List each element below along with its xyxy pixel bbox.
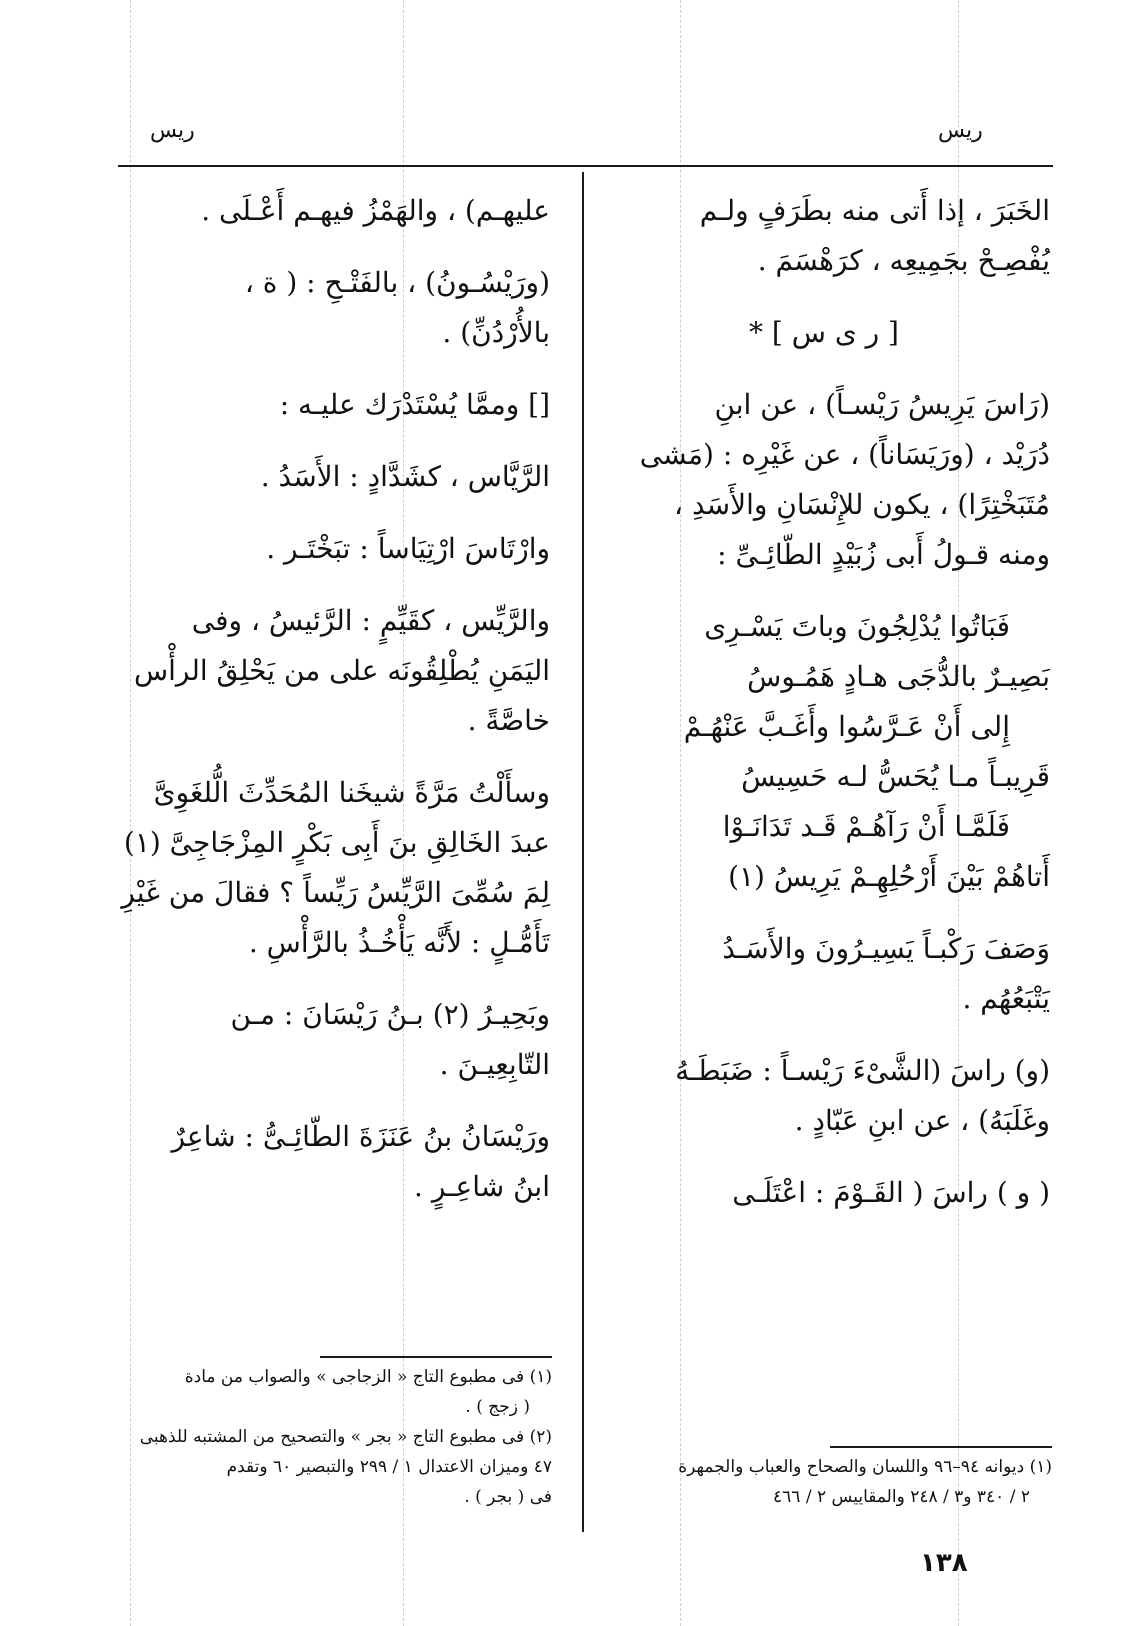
verse-line: أَتاهُمْ بَيْنَ أَرْحُلِهِـمْ يَرِيسُ (١)	[728, 860, 1050, 893]
paragraph	[598, 380, 1050, 580]
paragraph	[110, 524, 550, 574]
footnote-line: (١) ديوانه ٩٤–٩٦ واللسان والصحاح والعباب والجمهرة	[678, 1457, 1052, 1477]
footnote-line: فى ( بجر ) .	[464, 1487, 552, 1507]
text-line: الرَّيَّاس ، كشَدَّادٍ : الأَسَدُ .	[260, 460, 550, 493]
header-rule	[118, 165, 1053, 167]
verse-line: فَلَمَّـا أَنْ رَآهُـمْ قَـد تَدَانَـوْا	[722, 810, 1010, 843]
text-line: وبَحِيـرُ (٢) بـنُ رَيْسَانَ : مـن	[230, 998, 550, 1031]
text-line: ابنُ شاعِـرٍ .	[414, 1170, 550, 1203]
text-line: [] وممَّا يُسْتَدْرَك عليـه :	[279, 388, 550, 421]
text-line: ورَيْسَانُ بنُ عَنَزَةَ الطّائِـىُّ : شاعِرٌ	[171, 1120, 550, 1153]
text-line: اليَمَنِ يُطْلِقُونَه على من يَحْلِقُ الرأْس	[133, 654, 550, 687]
text-line: دُرَيْد ، (ورَيَسَاناً) ، عن غَيْرِه : (مَشى	[639, 438, 1050, 471]
running-header-left: ريس	[150, 118, 195, 143]
verse-line: إِلى أَنْ عَـرَّسُوا وأَغَـبَّ عَنْهُـمْ	[683, 710, 1010, 743]
text-line: بالأُرْدُنِّ) .	[442, 316, 550, 349]
text-line: (و) راسَ (الشَّىْءَ رَيْسـاً : ضَبَطَـهُ	[675, 1054, 1050, 1087]
text-line: الخَبَرَ ، إذا أَتى منه بطَرَفٍ ولـم	[699, 194, 1050, 227]
text-line: يَتْبَعُهُم .	[962, 982, 1050, 1015]
text-line: التّابِعِيـنَ .	[439, 1048, 550, 1081]
text-line: لِمَ سُمِّىَ الرَّيِّسُ رَيِّساً ؟ فقالَ من غَيْرِ	[121, 876, 550, 909]
footnote-line: ٢ / ٣٤٠ و٣ / ٢٤٨ والمقاييس ٢ / ٤٦٦	[773, 1487, 1030, 1507]
paragraph	[598, 1046, 1050, 1146]
paragraph	[598, 1168, 1050, 1218]
paragraph	[110, 258, 550, 358]
text-line: والرَّيِّس ، كقَيِّمٍ : الرَّئيسُ ، وفى	[191, 604, 550, 637]
text-line: عبدَ الخَالِقِ بنَ أَبِى بَكْرٍ المِزْجَاجِىَّ (١)	[123, 826, 550, 859]
page-number: ١٣٨	[920, 1548, 968, 1578]
poem	[598, 602, 1050, 902]
running-header-right: ريس	[938, 118, 983, 143]
paragraph	[110, 990, 550, 1090]
footnote-line: ٤٧ وميزان الاعتدال ١ / ٢٩٩ والتبصير ٦٠ وتقدم	[226, 1457, 552, 1477]
text-line: يُفْصِـحْ بجَمِيعِه ، كرَهْسَمَ .	[757, 244, 1050, 277]
text-line: (ورَيْسُـونُ) ، بالفَتْـحِ : ( ة ،	[244, 266, 550, 299]
column-divider	[582, 172, 584, 1532]
text-line: تَأَمُّـلٍ : لأَنَّه يَأْخُـذُ بالرَّأْسِ .	[248, 926, 550, 959]
footnote-rule	[830, 1446, 1052, 1448]
paragraph	[110, 596, 550, 746]
paragraph	[598, 186, 1050, 286]
paragraph	[598, 924, 1050, 1024]
text-line: ( و ) راسَ ( القَـوْمَ : اعْتَلَـى	[732, 1176, 1050, 1209]
paragraph	[110, 452, 550, 502]
paragraph	[110, 380, 550, 430]
footnote-line: (١) فى مطبوع التاج « الزجاجى » والصواب من مادة	[184, 1367, 552, 1387]
text-line: وارْتَاسَ ارْتِيَاساً : تبَخْتَـر .	[266, 532, 550, 565]
verse-line: بَصِيـرٌ بالدُّجَى هـادٍ هَمُـوسُ	[747, 660, 1050, 693]
paragraph	[110, 186, 550, 236]
text-line: ومنه قـولُ أَبى زُبَيْدٍ الطّائِـىِّ :	[717, 538, 1050, 571]
entry-heading: [ ر ى س ] *	[749, 316, 899, 349]
verse-line: قَرِيبـاً مـا يُحَسُّ لـه حَسِيسُ	[741, 760, 1050, 793]
footnotes-left	[110, 1362, 552, 1512]
text-line: وَصَفَ رَكْبـاً يَسِيـرُونَ والأَسَـدُ	[722, 932, 1050, 965]
text-line: (رَاسَ يَرِيسُ رَيْسـاً) ، عن ابنِ	[714, 388, 1050, 421]
footnote-rule	[320, 1356, 552, 1358]
footnote-line: (٢) فى مطبوع التاج « بجر » والتصحيح من المشتبه للذهبى	[139, 1427, 552, 1447]
footnotes-right	[600, 1452, 1052, 1512]
text-line: وغَلَبَهُ) ، عن ابنِ عَبّادٍ .	[794, 1104, 1050, 1137]
text-line: مُتَبَخْتِرًا) ، يكون للإِنْسَانِ والأَسَدِ ،	[674, 488, 1050, 521]
footnote-line: ( زجج ) .	[465, 1397, 530, 1417]
right-column	[598, 186, 1050, 1240]
text-line: خاصَّةً .	[467, 704, 550, 737]
text-line: وسأَلْتُ مَرَّةً شيخَنا المُحَدِّثَ الُّلغَوِىَّ	[153, 776, 550, 809]
paragraph	[110, 768, 550, 968]
verse-line: فَبَاتُوا يُدْلِجُونَ وباتَ يَسْـرِى	[704, 610, 1010, 643]
left-column	[110, 186, 550, 1234]
paragraph	[110, 1112, 550, 1212]
text-line: عليهـم) ، والهَمْزُ فيهـم أَعْـلَى .	[201, 194, 550, 227]
